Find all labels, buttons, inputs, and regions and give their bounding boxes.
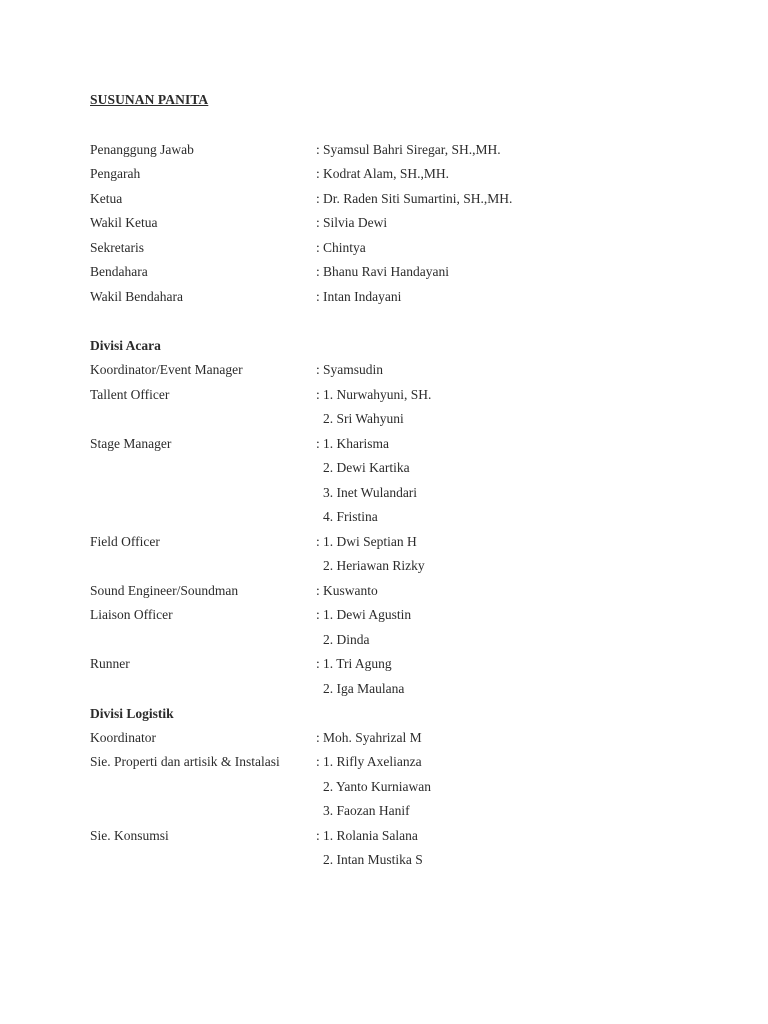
role-label: Sie. Konsumsi [90, 828, 169, 843]
committee-row [0, 189, 768, 209]
member-name: Syamsul Bahri Siregar, SH.,MH. [323, 142, 501, 157]
role-label: Pengarah [90, 166, 141, 181]
acara-row [0, 556, 768, 576]
member-name: 1. Tri Agung [323, 656, 392, 671]
role-label: Koordinator/Event Manager [90, 362, 243, 377]
member-name: 2. Intan Mustika S [323, 852, 423, 867]
separator-colon: : [316, 828, 320, 843]
acara-row [0, 630, 768, 650]
member-name: Chintya [323, 240, 366, 255]
member-name: 2. Yanto Kurniawan [323, 779, 431, 794]
logistik-row [0, 850, 768, 870]
separator-colon: : [316, 730, 320, 745]
acara-row [0, 483, 768, 503]
member-name: Silvia Dewi [323, 215, 388, 230]
separator-colon: : [316, 215, 320, 230]
logistik-row [0, 728, 768, 748]
member-name: Bhanu Ravi Handayani [323, 264, 449, 279]
role-label: Runner [90, 656, 130, 671]
committee-row [0, 140, 768, 160]
separator-colon: : [316, 362, 320, 377]
separator-colon: : [316, 191, 320, 206]
role-label: Sekretaris [90, 240, 144, 255]
member-name: 2. Heriawan Rizky [323, 558, 425, 573]
acara-row [0, 507, 768, 527]
logistik-row [0, 752, 768, 772]
member-name: 1. Kharisma [323, 436, 389, 451]
member-name: 1. Rolania Salana [323, 828, 418, 843]
separator-colon: : [316, 387, 320, 402]
role-label: Ketua [90, 191, 123, 206]
member-name: 2. Dewi Kartika [323, 460, 410, 475]
role-label: Sound Engineer/Soundman [90, 583, 239, 598]
document-title: SUSUNAN PANITA [90, 92, 209, 107]
role-label: Wakil Ketua [90, 215, 158, 230]
member-name: Intan Indayani [323, 289, 402, 304]
member-name: 1. Dewi Agustin [323, 607, 412, 622]
member-name: 2. Iga Maulana [323, 681, 405, 696]
member-name: 1. Rifly Axelianza [323, 754, 422, 769]
separator-colon: : [316, 166, 320, 181]
member-name: Syamsudin [323, 362, 384, 377]
separator-colon: : [316, 607, 320, 622]
role-label: Sie. Properti dan artisik & Instalasi [90, 754, 280, 769]
committee-row [0, 213, 768, 233]
acara-row [0, 434, 768, 454]
logistik-row [0, 801, 768, 821]
role-label: Liaison Officer [90, 607, 173, 622]
role-label: Tallent Officer [90, 387, 170, 402]
role-label: Wakil Bendahara [90, 289, 183, 304]
separator-colon: : [316, 264, 320, 279]
member-name: 1. Dwi Septian H [323, 534, 417, 549]
member-name: 4. Fristina [323, 509, 378, 524]
committee-row [0, 262, 768, 282]
member-name: Moh. Syahrizal M [323, 730, 422, 745]
member-name: 3. Faozan Hanif [323, 803, 410, 818]
acara-row [0, 581, 768, 601]
committee-row [0, 238, 768, 258]
acara-row [0, 532, 768, 552]
member-name: Kuswanto [323, 583, 378, 598]
acara-row [0, 605, 768, 625]
logistik-row [0, 777, 768, 797]
separator-colon: : [316, 289, 320, 304]
member-name: 1. Nurwahyuni, SH. [323, 387, 432, 402]
separator-colon: : [316, 240, 320, 255]
member-name: 3. Inet Wulandari [323, 485, 418, 500]
committee-row [0, 164, 768, 184]
separator-colon: : [316, 754, 320, 769]
role-label: Field Officer [90, 534, 160, 549]
committee-row [0, 287, 768, 307]
role-label: Koordinator [90, 730, 156, 745]
member-name: Dr. Raden Siti Sumartini, SH.,MH. [323, 191, 513, 206]
role-label: Penanggung Jawab [90, 142, 194, 157]
separator-colon: : [316, 656, 320, 671]
acara-row [0, 385, 768, 405]
separator-colon: : [316, 534, 320, 549]
acara-row [0, 360, 768, 380]
member-name: Kodrat Alam, SH.,MH. [323, 166, 449, 181]
role-label: Bendahara [90, 264, 148, 279]
separator-colon: : [316, 583, 320, 598]
member-name: 2. Sri Wahyuni [323, 411, 404, 426]
acara-row [0, 654, 768, 674]
member-name: 2. Dinda [323, 632, 370, 647]
separator-colon: : [316, 436, 320, 451]
section-heading-divisi-logistik: Divisi Logistik [90, 706, 174, 721]
acara-row [0, 458, 768, 478]
role-label: Stage Manager [90, 436, 172, 451]
logistik-row [0, 826, 768, 846]
acara-row [0, 679, 768, 699]
acara-row [0, 409, 768, 429]
section-heading-divisi-acara: Divisi Acara [90, 338, 161, 353]
separator-colon: : [316, 142, 320, 157]
